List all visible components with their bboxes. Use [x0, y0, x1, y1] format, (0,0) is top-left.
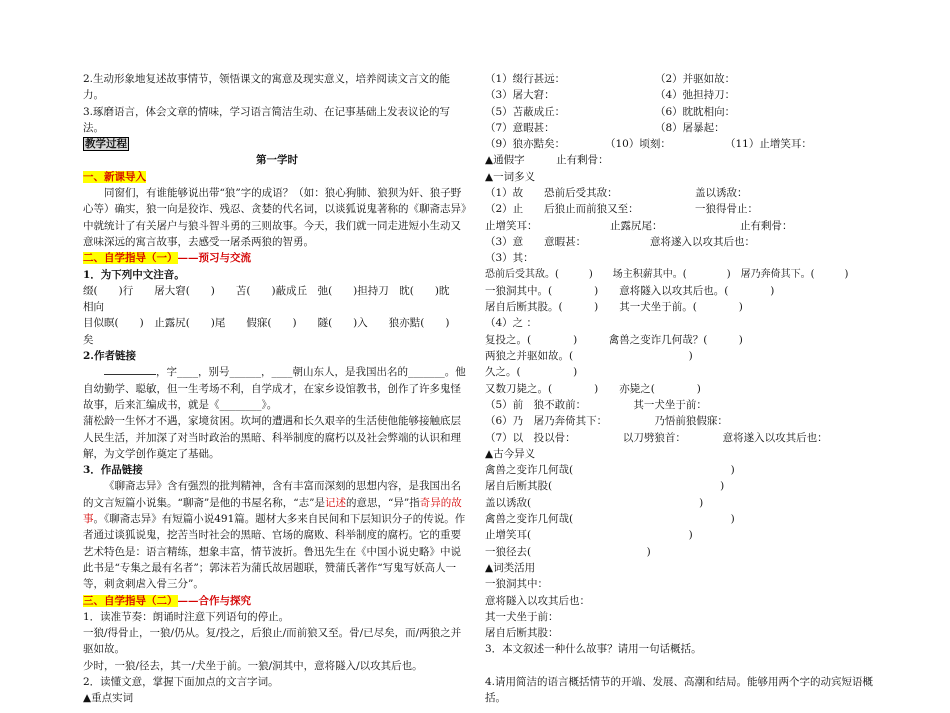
- word-row-3: [485, 104, 880, 120]
- cilei-4: 屠自后断其股：: [485, 627, 559, 640]
- zhi-row-2: [485, 218, 880, 234]
- process-heading: 教学过程: [85, 138, 127, 151]
- question-2: 2.作者链接: [83, 350, 136, 363]
- word-row-4: [485, 120, 880, 136]
- duoyi-heading: ▲一词多义: [485, 170, 536, 183]
- section-1-heading: [83, 169, 471, 185]
- qi-3: 屠自后断其股。( ) 其一犬坐于前。( ): [485, 301, 743, 314]
- pinyin-line-4: 矣: [83, 333, 94, 346]
- question-3-right: 3．本文叙述一种什么故事？请用一句话概括。: [485, 643, 702, 656]
- goal-3: 3.琢磨语言，体会文章的情味，学习语言简洁生动、在记事基础上发表议论的写法。: [83, 105, 451, 134]
- section-3-heading: [83, 593, 471, 609]
- word-8: （8）屠暴起：: [655, 121, 725, 134]
- zhi4-heading: （4）之 ：: [485, 317, 538, 330]
- gujin-6: 一狼径去( ): [485, 545, 651, 558]
- question-1: 1．为下列中文注音。: [83, 268, 185, 281]
- word-2: （2）并驱如故：: [655, 73, 736, 85]
- right-column: [485, 71, 880, 706]
- nai-6: （6）乃 屠乃奔倚其下： 乃悟前狼假寐：: [485, 415, 728, 428]
- yi-b: 意将遂入以攻其后也：: [650, 235, 755, 248]
- zhi-d: 止露尻尾：: [610, 219, 663, 232]
- section-3-label: 三、自学指导（二）: [83, 594, 178, 607]
- work-paragraph: [83, 478, 471, 592]
- zhi-e: 止有剩骨：: [740, 219, 793, 232]
- word-7: （7）意暇甚：: [485, 121, 555, 134]
- gujin-3: 盖以诱敌( ): [485, 496, 704, 509]
- gujin-heading: ▲古今异义: [485, 447, 536, 460]
- zhi-a: （2）止 后狼止而前狼又至：: [485, 203, 639, 216]
- section-1-label: 一、新课导入: [83, 170, 146, 183]
- cilei-heading: ▲词类活用: [485, 561, 536, 574]
- work-red-1: 记述: [324, 496, 346, 509]
- question-3: 3．作品链接: [83, 464, 143, 477]
- gujin-2: 屠自后断其股( ): [485, 480, 725, 493]
- cilei-3: 其一犬坐于前：: [485, 610, 559, 623]
- qi-1: 恐前后受其敌。( ) 场主积薪其中。( ) 屠乃奔倚其下。( ): [485, 268, 849, 280]
- section-2-heading: [83, 250, 471, 266]
- cilei-2: 意将隧入以攻其后也：: [485, 594, 590, 607]
- read-1: 1．读准节奏：朗诵时注意下列语句的停止。: [83, 610, 290, 623]
- question-4-right: 4.请用简洁的语言概括情节的开端、发展、高潮和结局。能够用两个字的动宾短语概括。: [485, 675, 874, 704]
- qi-heading: （3）其：: [485, 252, 534, 265]
- zhi-c: 止增笑耳：: [485, 219, 538, 232]
- author-name-blank[interactable]: [104, 374, 156, 375]
- section-2-tail: ——预习与交流: [177, 252, 251, 265]
- process-heading-line: [83, 136, 471, 152]
- lesson-title: 第一学时: [256, 154, 298, 167]
- read-2: 2．读懂文意，掌握下面加点的文言字词。: [83, 675, 279, 688]
- section-2-label: 二、自学指导（一）: [83, 252, 178, 265]
- yi-row: [485, 234, 880, 250]
- gujin-1: 禽兽之变诈几何哉( ): [485, 464, 735, 477]
- gu-b: 盖以诱敌：: [695, 187, 748, 200]
- work-red-2: 奇异的故事: [83, 496, 462, 526]
- word-row-2: [485, 87, 880, 103]
- gujin-5: 止增笑耳( ): [485, 529, 693, 542]
- work-text-a: 《聊斋志异》含有强烈的批判精神，含有丰富而深刻的思想内容，是我国出名的文言短篇小说集。“聊斋”是他的书屋名称，“志”是: [83, 480, 461, 509]
- word-3: （3）屠大窘：: [485, 89, 555, 102]
- zhi4-d: 又数刀毙之。( ) 亦毙之( ): [485, 382, 701, 395]
- gu-row: [485, 185, 880, 201]
- intro-paragraph: 同窗们，有谁能够说出带“狼”字的成语？（如：狼心狗肺、狼狈为奸、狼子野心等）确实，狼一向是狡诈、残忍、贪婪的代名词，以谈狐说鬼著称的《聊斋志异》中就统计了有关屠户与狼斗智斗勇的三则故事。今天，我们就一同走进短小生动又意味深远的寓言故事，去感受一屠杀两狼的智勇。: [83, 187, 467, 248]
- qi-2: 一狼洞其中。( ) 意将隧入以攻其后也。( ): [485, 284, 775, 297]
- pinyin-line-1: 缀( )行 屠大窘( ) 苫( )蔽成丘 弛( )担持刀 眈( )眈: [83, 284, 450, 297]
- author-text: ，字____，别号______，____朝山东人，是我国出名的_______。他自幼勤学、聪敏，但一生考场不利，自学成才，在家乡设馆教书，创作了许多鬼怪故事，后来汇编成书，就是《________》。: [83, 366, 466, 411]
- zhi4-b: 两狼之并驱如故。( ): [485, 350, 693, 363]
- read-1a: 一狼/得骨止，一狼/仍从。复/投之，后狼止/而前狼又至。骨/已尽矣，而/两狼之并驱如故。: [83, 627, 462, 656]
- gujin-4: 禽兽之变诈几何哉( ): [485, 513, 735, 526]
- pinyin-line-2: 相向: [83, 301, 104, 314]
- word-11: （11）止增笑耳：: [725, 138, 812, 151]
- word-row-5: [485, 136, 880, 152]
- zhi-b: 一狼得骨止：: [695, 203, 758, 216]
- yi-a: （3）意 意暇甚：: [485, 235, 587, 248]
- yi-7: （7）以 投以骨： 以刀劈狼首： 意将遂入以攻其后也：: [485, 431, 828, 444]
- goal-2: 2.生动形象地复述故事情节，领悟课文的寓意及现实意义，培养阅读文言文的能力。: [83, 73, 451, 102]
- left-column: [83, 71, 471, 707]
- work-text-c: 。《聊斋志异》有短篇小说491篇。题材大多来自民间和下层知识分子的传说。作者通过谈狐说鬼，挖苦当时社会的黑暗、官场的腐败、科举制度的腐朽。它的重要艺术特色是：语言精练，想象丰富，情节波折。鲁迅先生在《中国小说史略》中说此书是“专集之最有名者”；郭沫若为蒲氏故居题联，赞蒲氏著作“写鬼写妖高人一等，刺贪刺虐入骨三分”。: [83, 513, 466, 591]
- word-4: （4）弛担持刀：: [655, 89, 736, 102]
- zhi4-c: 久之。( ): [485, 366, 578, 379]
- key-words-heading: ▲重点实词: [83, 692, 134, 705]
- gu-a: （1）故 恐前后受其敌：: [485, 187, 618, 200]
- pinyin-line-3: 目似瞑( ) 止露尻( )尾 假寐( ) 隧( )入 狼亦黠( ): [83, 317, 450, 330]
- author-paragraph-2: 蒲松龄一生怀才不遇，家境贫困。坎坷的遭遇和长久艰辛的生活使他能够接触底层人民生活，并加深了对当时政治的黑暗、科举制度的腐朽以及社会弊端的认识和理解，为文学创作奠定了基础。: [83, 415, 461, 460]
- word-row-1: [485, 71, 880, 87]
- word-6: （6）眈眈相向：: [655, 105, 736, 118]
- zhi-row: [485, 201, 880, 217]
- cilei-1: 一狼洞其中：: [485, 578, 548, 591]
- word-10: （10）顷刻：: [605, 138, 671, 151]
- word-5: （5）苫蔽成丘：: [485, 105, 566, 118]
- read-1b: 少时，一狼/径去，其一/犬坐于前。一狼/洞其中，意将隧入/以攻其后也。: [83, 659, 423, 672]
- word-1: （1）缀行甚远：: [485, 73, 566, 85]
- word-9: （9）狼亦黠矣：: [485, 138, 566, 151]
- author-paragraph: [83, 364, 471, 413]
- section-3-tail: ——合作与探究: [177, 594, 251, 607]
- zhi4-a: 复投之。( ) 禽兽之变诈几何哉？( ): [485, 333, 743, 346]
- tongjia-heading: ▲通假字 止有剩骨：: [485, 154, 609, 167]
- work-text-b: 的意思，“异”指: [345, 496, 420, 509]
- spacer: [485, 658, 880, 674]
- qian-5: （5）前 狼不敢前： 其一犬坐于前：: [485, 398, 707, 411]
